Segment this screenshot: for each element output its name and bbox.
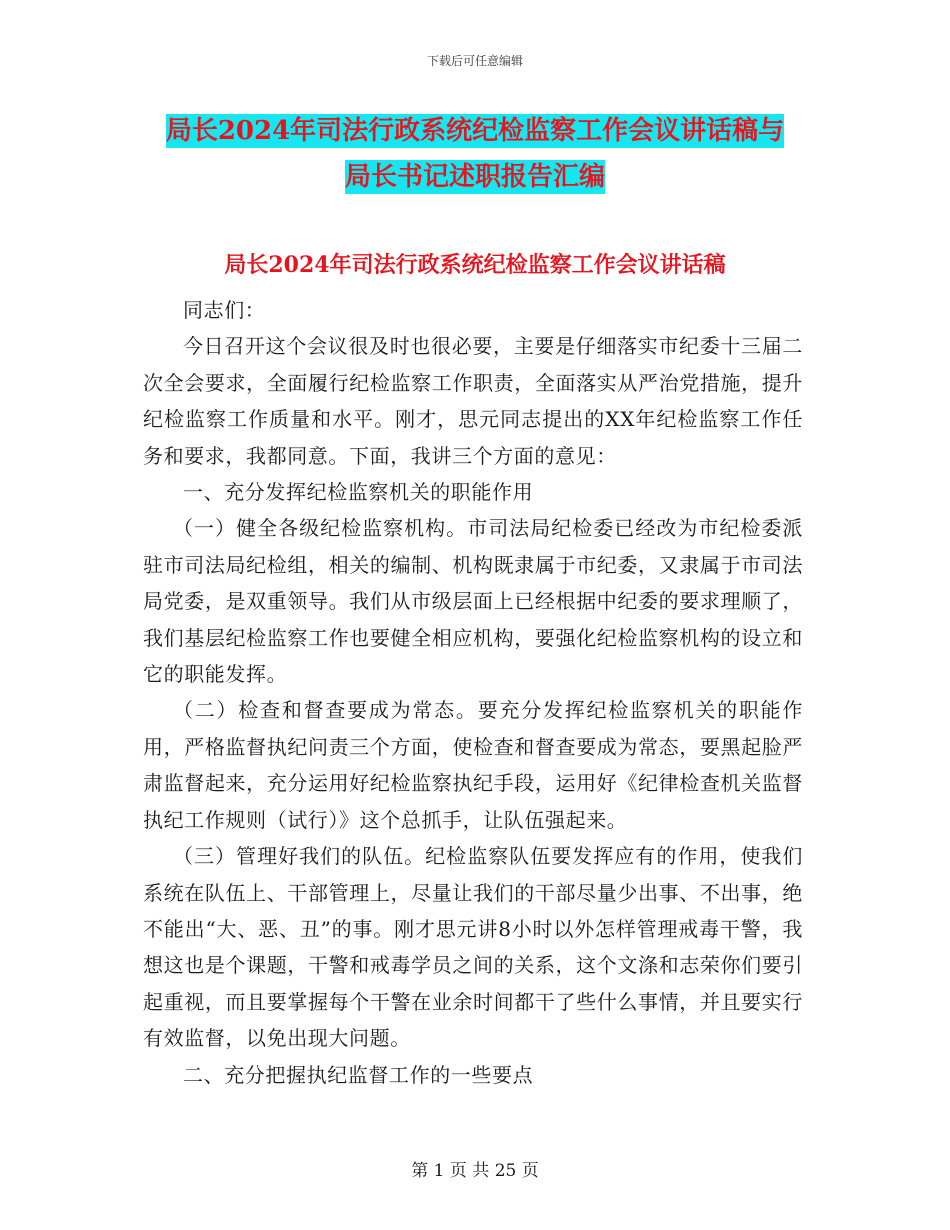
document-title <box>0 108 950 200</box>
document-title-line-1: 局长2024年司法行政系统纪检监察工作会议讲话稿与 <box>165 116 785 146</box>
paragraph-item-one: （一）健全各级纪检监察机构。市司法局纪检委已经改为市纪检委派驻市司法局纪检组，相关的编制、机构既隶属于市纪委，又隶属于市司法局党委，是双重领导。我们从市级层面上已经根据中纪委的要求理顺了，我们基层纪检监察工作也要健全相应机构，要强化纪检监察机构的设立和它的职能发挥。 <box>143 516 803 687</box>
heading-part-two: 二、充分把握执纪监督工作的一些要点 <box>183 1062 534 1087</box>
paragraph-intro: 今日召开这个会议很及时也很必要，主要是仔细落实市纪委十三届二次全会要求，全面履行纪检监察工作职责，全面落实从严治党措施，提升纪检监察工作质量和水平。刚才，思元同志提出的XX年纪检监察工作任务和要求，我都同意。下面，我讲三个方面的意见： <box>143 334 803 468</box>
document-body <box>143 292 803 1093</box>
document-title-line-2: 局长书记述职报告汇编 <box>344 162 605 192</box>
heading-part-one: 一、充分发挥纪检监察机关的职能作用 <box>183 480 534 505</box>
header-note: 下载后可任意编辑 <box>426 54 523 68</box>
paragraph-item-three: （三）管理好我们的队伍。纪检监察队伍要发挥应有的作用，使我们系统在队伍上、干部管理上，尽量让我们的干部尽量少出事、不出事，绝不能出“大、恶、丑”的事。刚才思元讲8小时以外怎样管理戒毒干警，我想这也是个课题，干警和戒毒学员之间的关系，这个文涤和志荣你们要引起重视，而且要掌握每个干警在业余时间都干了些什么事情，并且要实行有效监督，以免出现大问题。 <box>143 844 803 1051</box>
paragraph-item-two: （二）检查和督查要成为常态。要充分发挥纪检监察机关的职能作用，严格监督执纪问责三个方面，使检查和督查要成为常态，要黑起脸严肃监督起来，充分运用好纪检监察执纪手段，运用好《纪律检查机关监督执纪工作规则（试行）》这个总抓手，让队伍强起来。 <box>143 698 803 832</box>
page-number: 第 1 页 共 25 页 <box>411 1161 539 1181</box>
paragraph-greeting: 同志们： <box>183 298 266 322</box>
section-title: 局长2024年司法行政系统纪检监察工作会议讲话稿 <box>224 252 726 278</box>
